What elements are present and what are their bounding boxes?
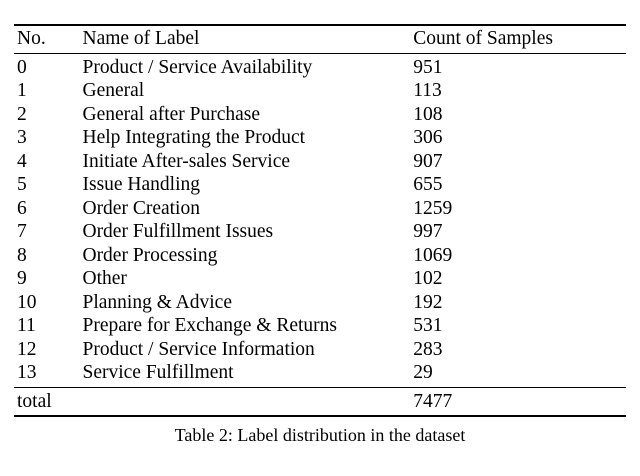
cell-count: 1069 — [413, 244, 453, 266]
cell-count: 102 — [413, 268, 443, 289]
total-spacer — [82, 387, 413, 416]
table-header — [14, 25, 626, 53]
cell-count: 951 — [413, 56, 443, 78]
cell-name: Other — [82, 268, 127, 289]
cell-no: 9 — [17, 268, 27, 289]
cell-name: Order Processing — [82, 244, 218, 266]
total-count: 7477 — [413, 387, 626, 416]
cell-name: Order Fulfillment Issues — [82, 221, 274, 242]
cell-no: 2 — [17, 103, 27, 125]
cell-name: Prepare for Exchange & Returns — [82, 315, 337, 336]
cell-count: 29 — [413, 362, 626, 388]
cell-no: 11 — [17, 315, 36, 336]
cell-name: Product / Service Information — [82, 338, 315, 360]
cell-count: 306 — [413, 127, 443, 148]
column-header-count: Count of Samples — [413, 25, 626, 53]
cell-count: 192 — [413, 291, 443, 313]
cell-name: General after Purchase — [82, 103, 261, 125]
table-row — [14, 80, 626, 104]
table-row — [14, 268, 626, 292]
table-caption: Table 2: Label distribution in the dataset — [174, 425, 466, 445]
column-header-no: No. — [14, 25, 82, 53]
cell-no: 12 — [17, 338, 37, 360]
table-header-row — [14, 25, 626, 53]
cell-no: 7 — [17, 221, 27, 242]
cell-no: 1 — [17, 80, 27, 101]
cell-count: 283 — [413, 338, 443, 360]
cell-count: 113 — [413, 80, 442, 101]
total-label: total — [14, 387, 82, 416]
cell-count: 531 — [413, 315, 443, 336]
table-row — [14, 315, 626, 339]
cell-no: 4 — [17, 150, 27, 172]
cell-count: 655 — [413, 174, 443, 195]
cell-name: Service Fulfillment — [82, 362, 413, 388]
cell-no: 5 — [17, 174, 27, 195]
table-row — [14, 174, 626, 198]
table-total-row — [14, 387, 626, 416]
table-row — [14, 197, 626, 221]
cell-count: 907 — [413, 150, 443, 172]
column-header-name: Name of Label — [82, 25, 413, 53]
cell-no: 8 — [17, 244, 27, 266]
cell-name: Issue Handling — [82, 174, 201, 195]
cell-name: Initiate After-sales Service — [82, 150, 291, 172]
cell-count: 108 — [413, 103, 443, 125]
table-row — [14, 244, 626, 268]
table-row — [14, 53, 626, 80]
table-body — [14, 53, 626, 387]
table-row — [14, 221, 626, 245]
cell-no: 10 — [17, 291, 37, 313]
cell-no: 13 — [14, 362, 82, 388]
cell-name: Product / Service Availability — [82, 56, 313, 78]
table-row — [14, 291, 626, 315]
table-row — [14, 103, 626, 127]
cell-name: General — [82, 80, 145, 101]
cell-no: 3 — [17, 127, 27, 148]
cell-count: 1259 — [413, 197, 453, 219]
table-row — [14, 362, 626, 388]
cell-name: Order Creation — [82, 197, 200, 219]
cell-count: 997 — [413, 221, 443, 242]
cell-name: Help Integrating the Product — [82, 127, 306, 148]
cell-no: 0 — [17, 56, 27, 78]
table-row — [14, 338, 626, 362]
table-footer — [14, 387, 626, 416]
label-distribution-table — [14, 24, 626, 417]
table-row — [14, 127, 626, 151]
cell-no: 6 — [17, 197, 27, 219]
table-row — [14, 150, 626, 174]
cell-name: Planning & Advice — [82, 291, 232, 313]
